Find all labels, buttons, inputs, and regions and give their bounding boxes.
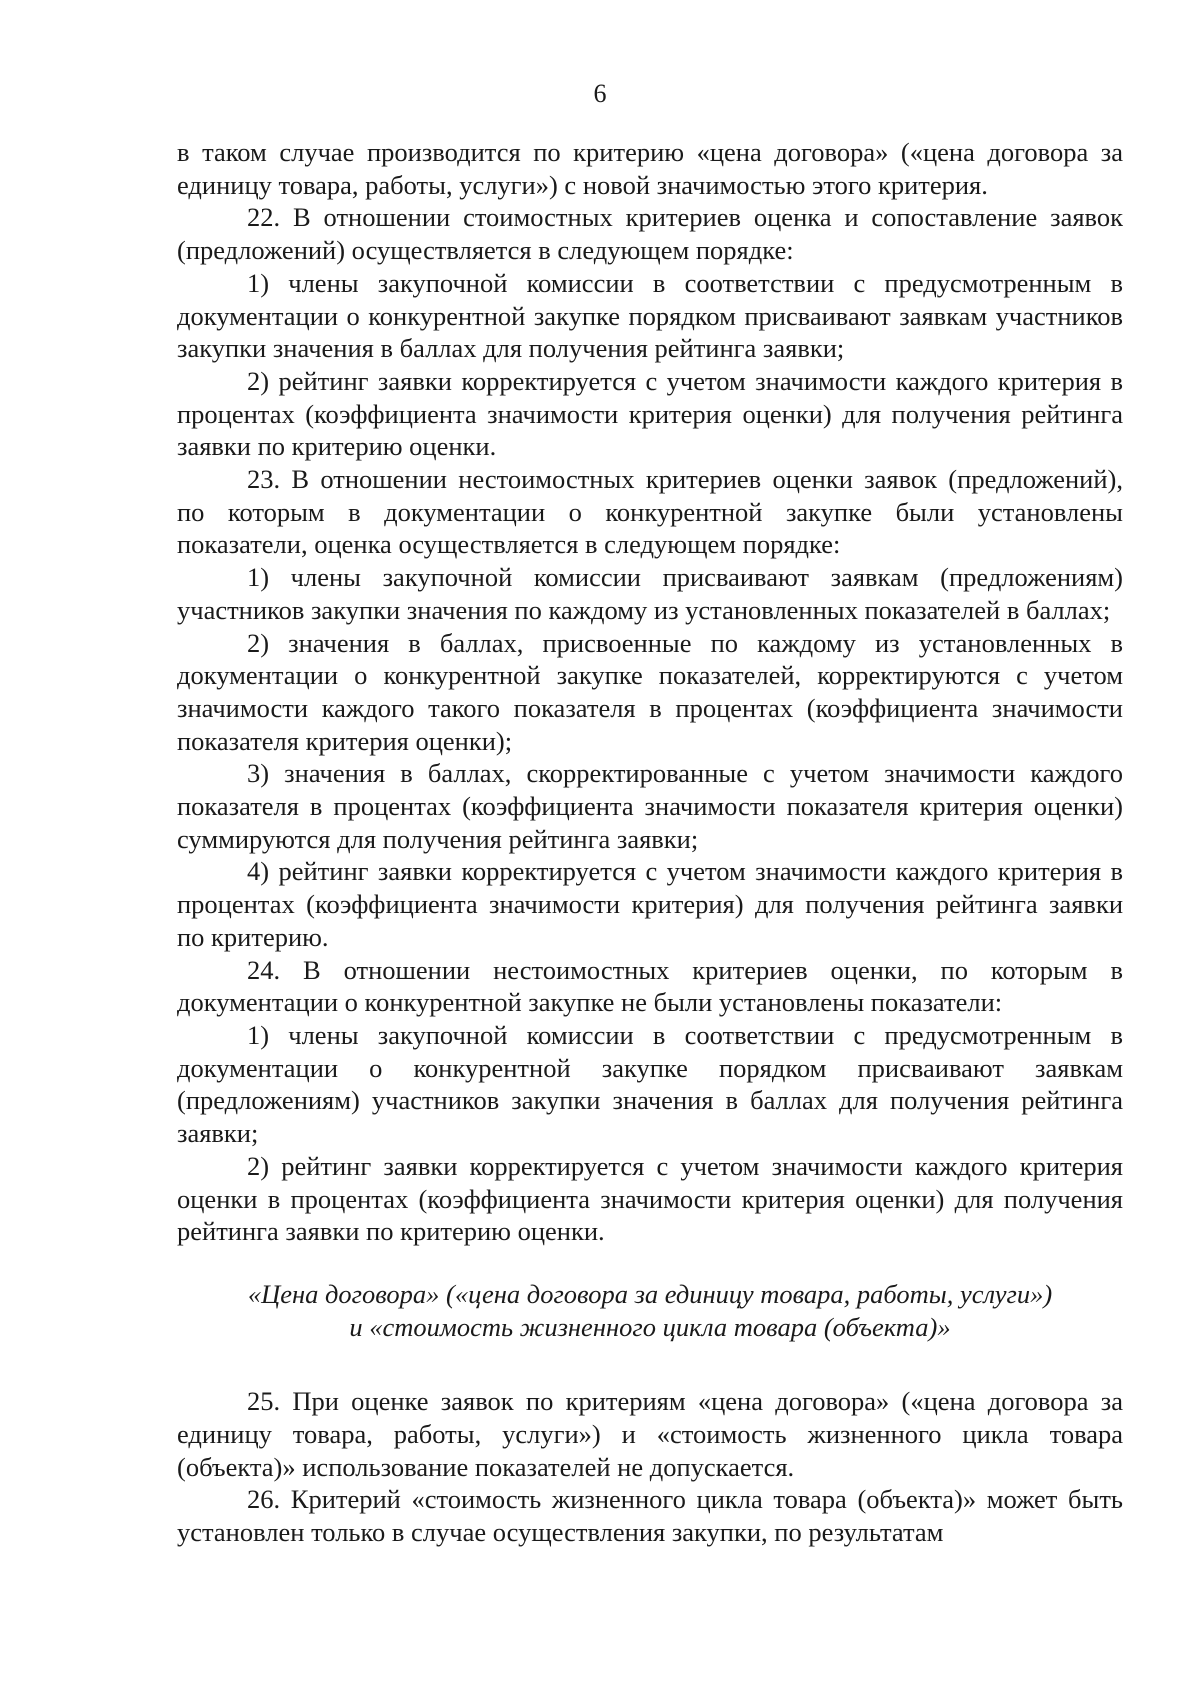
paragraph-24-item-1: 1) члены закупочной комиссии в соответствии с предусмотренным в документации о конкурентной закупке порядком присваивают заявкам (предложениям) участников закупки значения в баллах для получения рейтинга заявки;: [177, 1019, 1123, 1149]
paragraph-24: 24. В отношении нестоимостных критериев оценки, по которым в документации о конкурентной закупке не были установлены показатели:: [177, 954, 1123, 1018]
paragraph-25: 25. При оценке заявок по критериям «цена договора» («цена договора за единицу товара, работы, услуги») и «стоимость жизненного цикла товара (объекта)» использование показателей не допускается.: [177, 1386, 1123, 1482]
section-heading-line-1: «Цена договора» («цена договора за единицу товара, работы, услуги»): [247, 1278, 1053, 1309]
paragraph-continuation: в таком случае производится по критерию «цена договора» («цена договора за единицу товара, работы, услуги») с новой значимостью этого критерия.: [177, 137, 1123, 200]
paragraph-23: 23. В отношении нестоимостных критериев оценки заявок (предложений), по которым в документации о конкурентной закупке были установлены показатели, оценка осуществляется в следующем порядке:: [177, 464, 1123, 560]
paragraph-26: 26. Критерий «стоимость жизненного цикла товара (объекта)» может быть установлен только в случае осуществления закупки, по результатам: [177, 1484, 1123, 1548]
paragraph-23-item-2: 2) значения в баллах, присвоенные по каждому из установленных в документации о конкурентной закупке показателей, корректируются с учетом значимости каждого такого показателя в процентах (коэффициента значимости показателя критерия оценки);: [177, 627, 1123, 756]
paragraph-23-item-3: 3) значения в баллах, скорректированные с учетом значимости каждого показателя в процентах (коэффициента значимости показателя критерия оценки) суммируются для получения рейтинга заявки;: [177, 758, 1123, 854]
paragraph-23-item-1: 1) члены закупочной комиссии присваивают заявкам (предложениям) участников закупки значения по каждому из установленных показателей в баллах;: [177, 562, 1123, 625]
section-heading: [177, 1248, 1123, 1385]
paragraph-22-item-2: 2) рейтинг заявки корректируется с учетом значимости каждого критерия в процентах (коэффициента значимости критерия оценки) для получения рейтинга заявки по критерию оценки.: [177, 365, 1123, 462]
paragraph-22-item-1: 1) члены закупочной комиссии в соответствии с предусмотренным в документации о конкурентной закупке порядком присваивают заявкам участников закупки значения в баллах для получения рейтинга заявки;: [177, 267, 1123, 364]
paragraph-22: 22. В отношении стоимостных критериев оценка и сопоставление заявок (предложений) осуществляется в следующем порядке:: [177, 202, 1123, 266]
page-number: 6: [593, 79, 607, 108]
section-heading-line-2: и «стоимость жизненного цикла товара (объекта)»: [349, 1311, 951, 1342]
document-body: [177, 136, 1123, 1549]
paragraph-24-item-2: 2) рейтинг заявки корректируется с учетом значимости каждого критерия оценки в процентах (коэффициента значимости критерия оценки) для получения рейтинга заявки по критерию оценки.: [177, 1150, 1123, 1247]
paragraph-23-item-4: 4) рейтинг заявки корректируется с учетом значимости каждого критерия в процентах (коэффициента значимости критерия) для получения рейтинга заявки по критерию.: [177, 856, 1123, 952]
